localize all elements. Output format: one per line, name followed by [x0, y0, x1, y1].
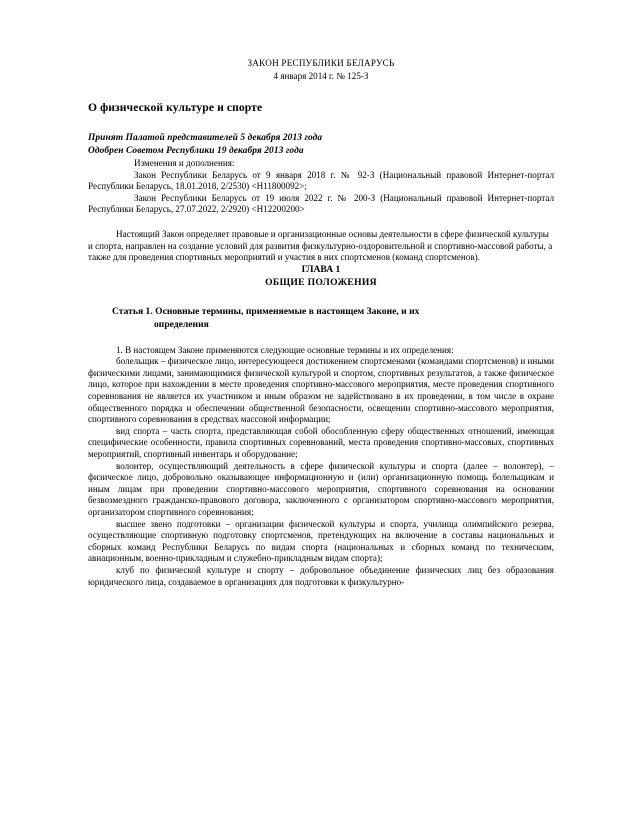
term-definition-bolelshchik: болельщик – физическое лицо, интересующееся достижением спортсменами (командами спортсменов) и иными физическими лицами, занимающимися физической культурой и спортом, спортивных результатов, а также физическое лицо, которое при нахождении в месте проведения спортивно-массового мероприятия, месте проведения спортивного соревнования не является их участником и иным образом не задействовано в их проведении, в том числе в охране общественного порядка и обеспечении общественной безопасности, освещении спортивно-массового мероприятия, спортивного соревнования в средствах массовой информации;	[88, 356, 554, 425]
preamble-paragraph: Настоящий Закон определяет правовые и организационные основы деятельности в сфере физической культуры и спорта, направлен на создание условий для развития физкультурно-оздоровительной и спортивно-массовой работы, а также для проведения спортивных мероприятий и участия в них спортсменов (команд спортсменов).	[88, 228, 553, 263]
term-definition-vid-sporta: вид спорта – часть спорта, представляющая собой обособленную сферу общественных отношений, имеющая специфические особенности, правила спортивных соревнований, места проведения спортивно-массовых, спортивных мероприятий, спортивный инвентарь и оборудование;	[88, 425, 554, 459]
article-heading-line-2: определения	[154, 319, 209, 331]
law-date-number: 4 января 2014 г. № 125-З	[273, 70, 369, 81]
chapter-number: ГЛАВА 1	[301, 263, 341, 275]
term-definition-vysshee-zveno: высшее звено подготовки – организации физической культуры и спорта, училища олимпийского резерва, осуществляющие спортивную подготовку спортсменов, претендующих на включение в составы национальных и сборных команд Республики Беларусь по видам спорта (национальных и сборных команд по техническим, авиационным, военно-прикладным и служебно-прикладным видам спорта);	[88, 518, 554, 564]
article-paragraph-intro: 1. В настоящем Законе применяются следующие основные термины и их определения:	[116, 344, 454, 355]
adopted-by-house-of-representatives: Принят Палатой представителей 5 декабря 2013 года	[88, 133, 323, 144]
law-title: ЗАКОН РЕСПУБЛИКИ БЕЛАРУСЬ	[247, 58, 395, 68]
adoption-block	[88, 132, 554, 157]
term-definition-klub: клуб по физической культуре и спорту – добровольное объединение физических лиц без образования юридического лица, создаваемое в организациях для подготовки к физкультурно-	[88, 564, 554, 587]
term-definition-volonter: волонтер, осуществляющий деятельность в сфере физической культуры и спорта (далее – волонтер), – физическое лицо, добровольно оказывающее информационную и (или) организационную помощь болельщикам и иным лицам при проведении спортивно-массового мероприятия, спортивного соревнования на основании безвозмездного гражданско-правового договора, заключенного с организатором спортивно-массового мероприятия, организатором спортивного соревнования;	[88, 460, 554, 517]
amendment-entry-1: Закон Республики Беларусь от 9 января 2018 г. № 92-З (Национальный правовой Интернет-портал Республики Беларусь, 18.01.2018, 2/2530) <H11800092>;	[88, 169, 554, 192]
amendments-label: Изменения и дополнения:	[134, 158, 235, 168]
amendment-entry-2: Закон Республики Беларусь от 19 июля 2022 г. № 200-З (Национальный правовой Интернет-портал Республики Беларусь, 27.07.2022, 2/2920) <H12200200>	[88, 192, 554, 215]
document-body	[88, 58, 554, 588]
chapter-name: ОБЩИЕ ПОЛОЖЕНИЯ	[265, 277, 377, 289]
page-title: О физической культуре и спорте	[88, 101, 263, 115]
approved-by-council-of-republic: Одобрен Советом Республики 19 декабря 2013 года	[88, 145, 304, 156]
article-heading-line-1: Статья 1. Основные термины, применяемые в настоящем Законе, и их	[112, 305, 420, 317]
